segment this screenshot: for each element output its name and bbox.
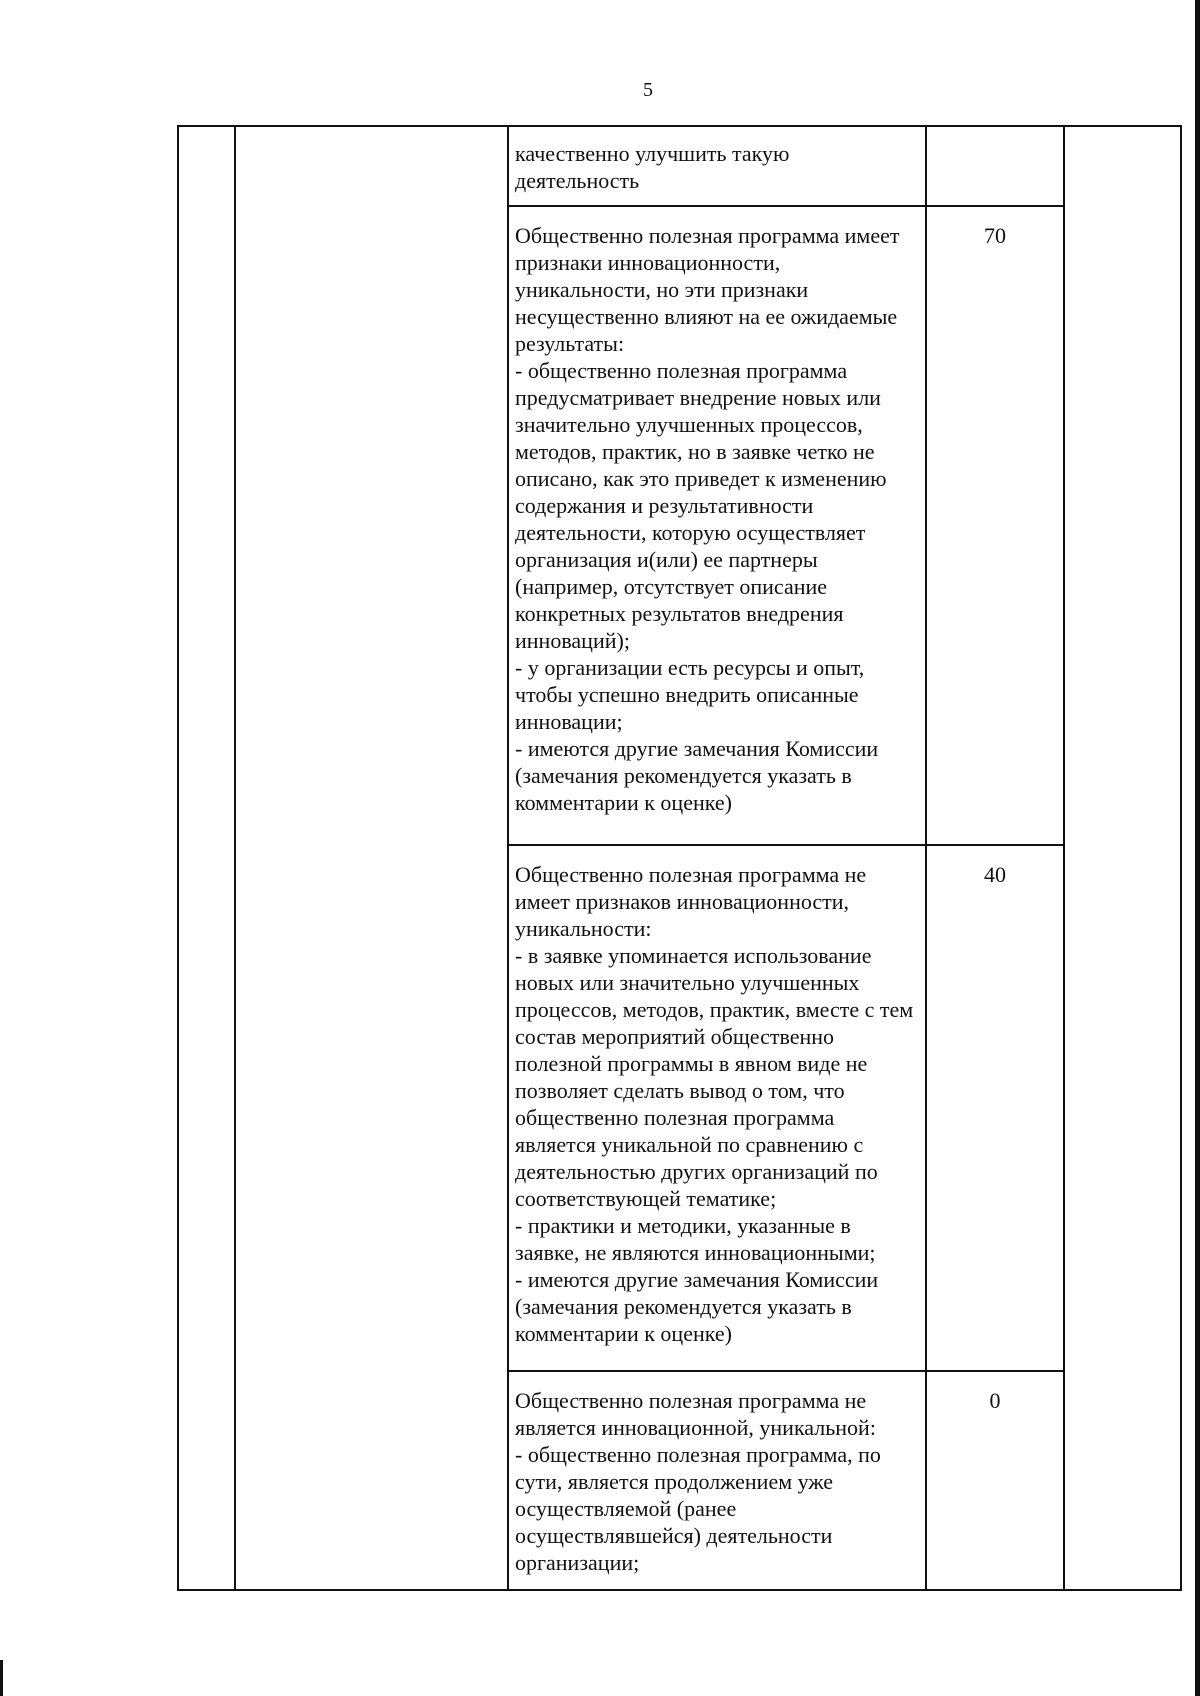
- description-paragraph: - общественно полезная программа предусматривает внедрение новых или значительно улучшенных процессов, методов, практик, но в заявке четко не описано, как это приведет к изменению содержания и результативности деятельности, которую осуществляет организация и(или) ее партнеры (например, отсутствует описание конкретных результатов внедрения инноваций);: [515, 358, 887, 653]
- description-paragraph: Общественно полезная программа имеет признаки инновационности, уникальности, но эти признаки несущественно влияют на ее ожидаемые результаты:: [515, 223, 900, 356]
- scan-edge-left: [0, 1660, 3, 1696]
- scan-edge-right: [1195, 0, 1200, 1696]
- score-cell: 0: [926, 1371, 1064, 1590]
- table-cell-number: [178, 126, 235, 1590]
- page-number: 5: [643, 79, 653, 101]
- table-cell-comment: [1064, 126, 1181, 1590]
- score-cell: 40: [926, 845, 1064, 1371]
- table-cell-criterion: [235, 126, 508, 1590]
- description-paragraph: Общественно полезная программа не является инновационной, уникальной:: [515, 1388, 876, 1440]
- description-paragraph: - имеются другие замечания Комиссии (замечания рекомендуется указать в комментарии к оценке): [515, 1267, 879, 1346]
- description-paragraph: Общественно полезная программа не имеет признаков инновационности, уникальности:: [515, 862, 867, 941]
- description-paragraph: - общественно полезная программа, по сути, является продолжением уже осуществляемой (ранее осуществлявшейся) деятельности организации;: [515, 1442, 881, 1575]
- description-paragraph: - имеются другие замечания Комиссии (замечания рекомендуется указать в комментарии к оценке): [515, 736, 879, 815]
- score-cell: 70: [926, 206, 1064, 845]
- description-paragraph: - у организации есть ресурсы и опыт, чтобы успешно внедрить описанные инновации;: [515, 655, 865, 734]
- description-cell: [508, 1371, 926, 1590]
- description-cell: [508, 206, 926, 845]
- description-cell: [508, 845, 926, 1371]
- description-paragraph: - в заявке упоминается использование новых или значительно улучшенных процессов, методов, практик, вместе с тем состав мероприятий общественно полезной программы в явном виде не позволяет сделать вывод о том, что общественно полезная программа является уникальной по сравнению с деятельностью других организаций по соответствующей тематике;: [515, 943, 914, 1211]
- description-cell: [508, 126, 926, 206]
- score-cell: [926, 126, 1064, 206]
- description-paragraph: - практики и методики, указанные в заявке, не являются инновационными;: [515, 1213, 876, 1265]
- criteria-table: [177, 125, 1182, 1591]
- table-row: [178, 126, 1181, 206]
- description-paragraph: качественно улучшить такую деятельность: [515, 141, 790, 193]
